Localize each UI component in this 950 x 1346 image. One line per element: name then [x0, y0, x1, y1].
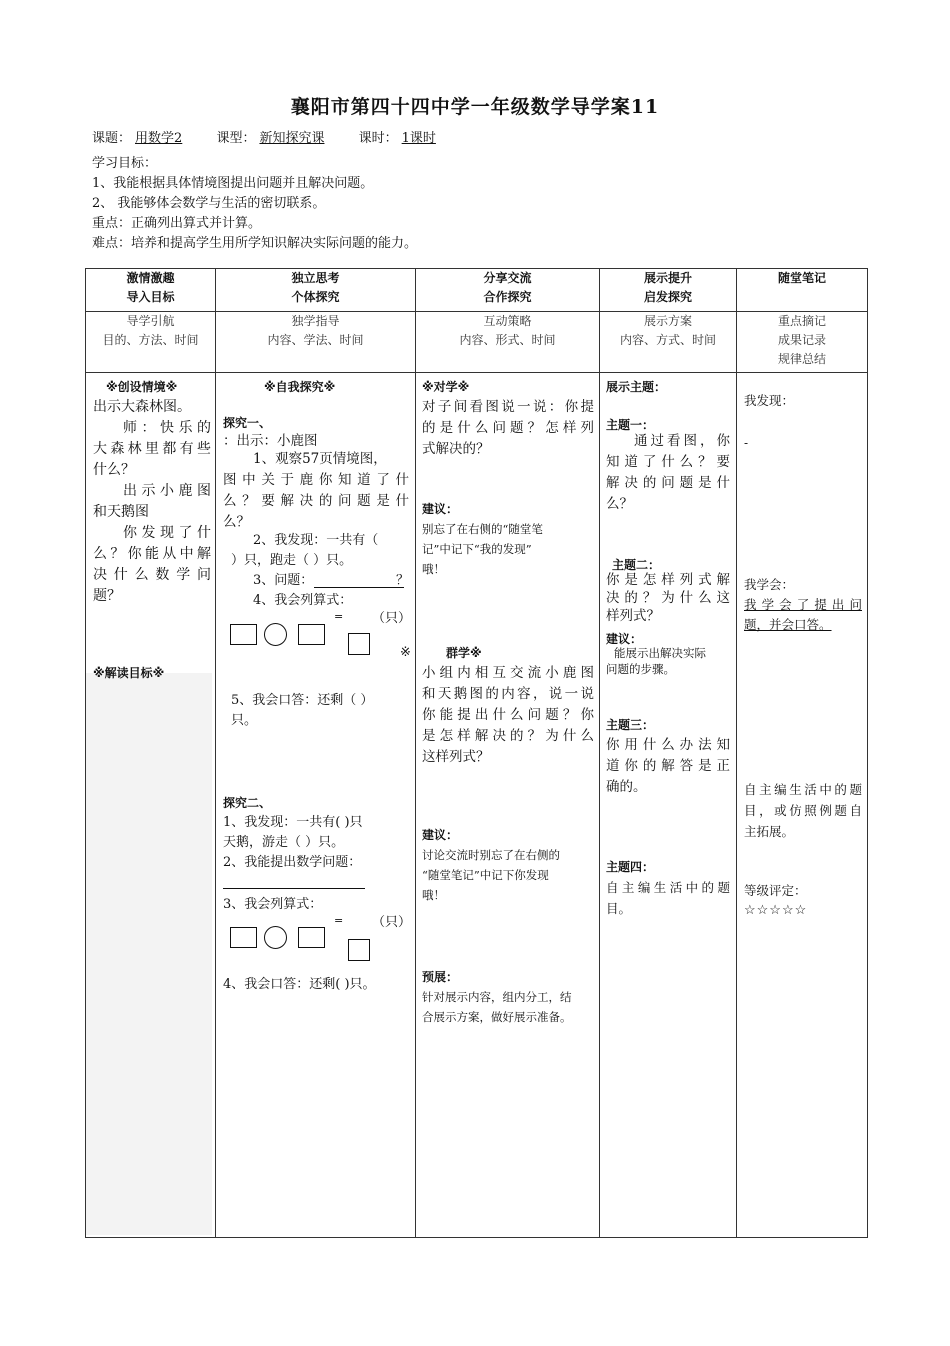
self-explore-heading: ※自我探究※ — [264, 380, 336, 394]
learned-text: 我学会了提出问 题，并会口答。 — [744, 597, 862, 632]
content-col2 — [216, 373, 416, 1238]
suggestion-2-text: 讨论交流时别忘了在右侧的 “随堂笔记”中记下你发现 哦！ — [422, 848, 560, 902]
topic-value: 用数学2 — [135, 131, 183, 146]
pair-study-heading: ※对学※ — [422, 380, 470, 394]
explore-1-formula-label: 4、我会列算式： — [253, 593, 353, 608]
content-col1 — [86, 373, 216, 1238]
explore-1-heading: 探究一、 — [223, 416, 272, 430]
star-mark: ※ — [400, 645, 411, 660]
sub-col1: 导学引航 目的、方法、时间 — [86, 312, 216, 373]
explore-2-heading: 探究二、 — [223, 796, 272, 810]
suggestion-1-text: 别忘了在右侧的“随堂笔 记”中记下“我的发现” 哦！ — [422, 522, 543, 576]
content-col3 — [416, 373, 600, 1238]
topic-2-text: 你是怎样列式解 决的？为什么这 样列式？ — [606, 572, 730, 624]
question-mark: ？ — [396, 573, 410, 588]
lesson-table — [85, 268, 868, 1238]
explore-2-steps: 1、我发现：一共有( )只 天鹅，游走（ ）只。 2、我能提出数学问题： — [223, 815, 363, 870]
topic-suggestion-label: 建议： — [606, 632, 643, 646]
unit-label: （只） — [372, 611, 412, 626]
suggestion-2-label: 建议： — [422, 828, 459, 842]
difficulty: 难点：培养和提高学生用所学知识解决实际问题的能力。 — [92, 236, 418, 251]
topic-suggestion-text: 能展示出解决实际 问题的步骤。 — [606, 646, 706, 676]
suggestion-1-label: 建议： — [422, 502, 459, 516]
lesson-meta — [92, 127, 440, 146]
topic-1-text: 通过看图，你 知道了什么？要 解决的问题是什 么？ — [606, 433, 730, 512]
topic-2-label: 主题二： — [612, 558, 661, 572]
topic-4-text: 自主编生活中的题 目。 — [606, 880, 730, 916]
topic-3-label: 主题三： — [606, 718, 655, 732]
content-col5 — [737, 373, 868, 1238]
explore-1-show: ：出示：小鹿图 — [223, 433, 318, 449]
equals-sign: = — [334, 610, 344, 623]
answer-box[interactable] — [230, 927, 257, 948]
topic-label: 课题： — [92, 131, 132, 146]
question-blank-line — [223, 888, 365, 889]
learned-label: 我学会： — [744, 577, 795, 592]
topic-1-label: 主题一： — [606, 418, 655, 432]
explore-1-question-label: 3、问题： — [253, 573, 314, 588]
goal-1: 1、我能根据具体情境图提出问题并且解决问题。 — [92, 176, 374, 191]
extension-text: 自主编生活中的题 目，或仿照例题自 主拓展。 — [744, 782, 862, 839]
sub-col5: 重点摘记 成果记录 规律总结 — [737, 312, 868, 373]
group-study-text: 小组内相互交流小鹿图 和天鹅图的内容，说一说 你能提出什么问题？你 是怎样解决的？为什么 这样列式？ — [422, 665, 594, 765]
scene-text: 出示大森林图。 师：快乐的 大森林里都有些 什么？ 出示小鹿图 和天鹅图 你发现了什 么？你能从中解 决什么数学问 题？ — [93, 399, 211, 604]
type-label: 课型： — [216, 131, 256, 146]
header-row — [86, 269, 868, 312]
answer-box[interactable] — [298, 624, 325, 645]
header-col2: 独立思考 个体探究 — [216, 269, 416, 312]
answer-box[interactable] — [298, 927, 325, 948]
answer-box[interactable] — [230, 624, 257, 645]
pair-study-text: 对子间看图说一说：你提 的是什么问题？怎样列 式解决的？ — [422, 399, 594, 457]
explore-2-step4: 4、我会口答：还剩( )只。 — [223, 977, 376, 992]
learning-goals — [92, 154, 417, 254]
goal-2: 2、 我能够体会数学与生活的密切联系。 — [92, 196, 326, 211]
pre-show-text: 针对展示内容，组内分工，结 合展示方案，做好展示准备。 — [422, 990, 572, 1024]
content-row — [86, 373, 868, 1238]
topic-3-text: 你用什么办法知 道你的解答是正 确的。 — [606, 737, 730, 795]
question-blank-line — [314, 587, 404, 588]
create-scene-heading: ※创设情境※ — [106, 380, 178, 394]
my-findings-label: 我发现： — [744, 393, 795, 408]
result-box[interactable] — [348, 633, 370, 655]
header-col4: 展示提升 启发探究 — [600, 269, 737, 312]
operator-circle[interactable] — [264, 623, 287, 646]
topic-4-label: 主题四： — [606, 860, 655, 874]
read-goals-heading: ※解读目标※ — [93, 666, 165, 680]
unit-label: （只） — [372, 915, 412, 930]
sub-col3: 互动策略 内容、形式、时间 — [416, 312, 600, 373]
type-value: 新知探究课 — [259, 131, 325, 146]
explore-2-formula-label: 3、我会列算式： — [223, 897, 323, 912]
result-box[interactable] — [348, 939, 370, 961]
explore-1-step5: 5、我会口答：还剩（ ） 只。 — [231, 693, 374, 728]
goals-heading: 学习目标： — [92, 156, 158, 171]
grade-label: 等级评定： — [744, 883, 807, 898]
group-study-heading: 群学※ — [446, 646, 482, 660]
subheader-row — [86, 312, 868, 373]
explore-1-step1: 1、观察57页情境图， 图中关于鹿你知道了什 么？要解决的问题是什 么？ — [223, 451, 409, 530]
hours-value: 1课时 — [401, 131, 436, 146]
operator-circle[interactable] — [264, 926, 287, 949]
explore-1-step2: 2、我发现：一共有（ ）只，跑走（ ）只。 — [231, 533, 379, 568]
key-point: 重点：正确列出算式并计算。 — [92, 216, 262, 231]
sub-col2: 独学指导 内容、学法、时间 — [216, 312, 416, 373]
header-col3: 分享交流 合作探究 — [416, 269, 600, 312]
header-col5: 随堂笔记 — [737, 269, 868, 312]
grade-stars[interactable]: ☆☆☆☆☆ — [744, 903, 808, 918]
hours-label: 课时： — [358, 131, 398, 146]
dash-mark: - — [744, 436, 749, 450]
pre-show-label: 预展： — [422, 970, 459, 984]
equals-sign: = — [334, 914, 344, 927]
show-topics-heading: 展示主题： — [606, 380, 667, 394]
header-col1: 激情激趣 导入目标 — [86, 269, 216, 312]
content-col4 — [600, 373, 737, 1238]
sub-col4: 展示方案 内容、方式、时间 — [600, 312, 737, 373]
page-title: 襄阳市第四十四中学一年级数学导学案11 — [290, 96, 660, 118]
